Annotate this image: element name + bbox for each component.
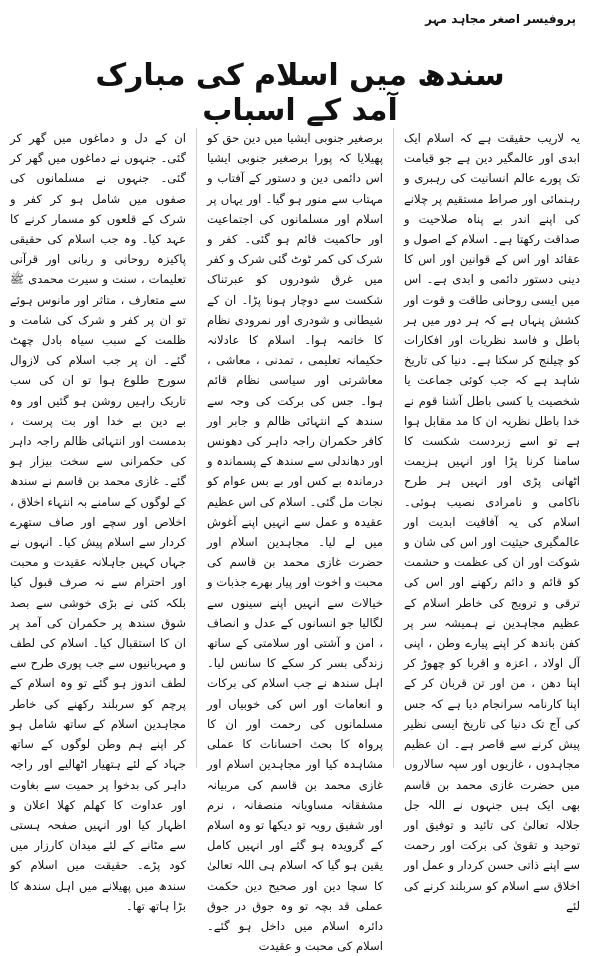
author-byline: پروفیسر اصغر مجاہد مہر xyxy=(425,12,576,26)
column-text: برصغیر جنوبی ایشیا میں دین حق کو پھیلایا کہ پورا برصغیر جنوبی ایشیا اس دائمی دین و دستور کے آفتاب و مہتاب سے منور ہو گیا۔ اور یہاں پر اسلام اور مسلمانوں کی اجتماعیت اور حاکمیت قائم ہو گئی۔ کفر و شرک کی کمر ٹوٹ گئی شرک و کفر میں غرق شودروں کو عبرتناک شکست سے دوچار ہونا پڑا۔ ان کے شیطانی و شودری اور نمرودی نظام کا خاتمہ ہوا۔ اسلام کا عادلانہ حکیمانہ تعلیمی ، تمدنی ، معاشی ، معاشرتی اور سیاسی نظام قائم ہوا۔ جس کی برکت کی وجہ سے سندھ کے انتہائی ظالم و جابر اور کافر حکمران راجہ داہر کی دھونس اور دھاندلی سے سندھ کے پسماندہ و درماندہ بے کس اور بے بس عوام کو نجات مل گئی۔ اسلام کی اس عظیم عقیدہ و عمل سے انہیں اپنے آغوش میں لے لیا۔ مجاہدین اسلام اور حضرت غازی محمد بن قاسم کی محبت و اخوت اور پیار بھرے جذبات و خیالات سے انہیں اپنے سینوں سے لگالیا جو انسانوں کے عدل و انصاف ، امن و آشتی اور سلامتی کے ساتھ زندگی بسر کر سکے کا سانس لیا۔ اہل سندھ نے جب اسلام کی برکات و انعامات اور اس کی خوبیاں اور مسلمانوں کی رحمت اور ان کا پرواہ کا بحث احسانات کا عملی مشاہدہ کیا اور مجاہدین اسلام اور غازی محمد بن قاسم کی مربیانہ مشفقانہ مساویانہ منصفانہ ، نرم اور شفیق رویہ تو دیکھا تو وہ اسلام کے گرویدہ ہو گئے اور انہیں کامل یقین ہو گیا کہ اسلام ہی اللہ تعالیٰ کا سچا دین اور صحیح دین حکمت عملی قد بچہ تو وہ جوق در جوق دائرہ اسلام میں داخل ہو گئے۔ اسلام کی محبت و عقیدت xyxy=(207,131,383,954)
article-column-left xyxy=(10,128,186,913)
column-text: یہ لاریب حقیقت ہے کہ اسلام ایک ابدی اور عالمگیر دین ہے جو قیامت تک پورے عالم انسانیت کی رہبری و رہنمائی اور صراط مستقیم پر چلانے کی اپنے اندر بے پناہ صلاحیت و صداقت رکھتا ہے۔ اسلام کے اصول و عقائد اور اس کے قوانین اور اس کا دینی دستور دائمی و ابدی ہے۔ اس میں ایسی روحانی طاقت و قوت اور کشش پنہاں ہے کہ ہر دور میں ہر باطل و فاسد نظریات اور افکارات کو چیلنج کر سکتا ہے۔ دنیا کی تاریخ شاہد ہے کہ جب کوئی جماعت یا شخصیت یا کسی باطل آشنا قوم نے خدا باطل نظریہ ان کا مد مقابل ہوا ہے تو اسے زبردست شکست کا سامنا کرنا پڑا اور انہیں ہزیمت اٹھانی پڑی اور انہیں ہر طرح ناکامی و نامرادی نصیب ہوئی۔ اسلام کی یہ آفاقیت ابدیت اور عالمگیری حیثیت اور اس کی شان و شوکت اور ان کی عظمت و حشمت کو قائم و دائم رکھنے اور اس کی ترقی و ترویج کی خاطر اسلام کے عظیم مجاہدین نے ہمیشہ سر پر کفن باندھ کر اپنے پیارے وطن ، اپنی آل اولاد ، اعزہ و اقربا کو چھوڑ کر اپنا دھن ، من اور تن قربان کر کے اپنا کارنامہ سرانجام دیا ہے کہ جس کی آج تک دنیا کی تاریخ ایسی نظیر پیش کرنے سے قاصر ہے۔ ان عظیم مجاہدوں ، غازیوں اور سپہ سالاروں میں حضرت غازی محمد بن قاسم بھی ایک ہیں جنہوں نے اللہ جل جلالہ تعالیٰ کی تائید و توفیق اور توحید و تقویٰ کی برکت اور رحمت سے اپنے ذاتی حسن کردار و عمل اور اخلاق سے اسلام کو سربلند کرنے کی لئے xyxy=(404,131,580,913)
column-divider xyxy=(393,128,394,768)
article-body xyxy=(10,128,580,954)
article-title: سندھ میں اسلام کی مبارک آمد کے اسباب xyxy=(95,58,505,128)
article-column-middle xyxy=(207,128,383,954)
column-text: ان کے دل و دماغوں میں گھر کر گئی۔ جنہوں نے دماغوں میں گھر کر گئی۔ جنہوں نے مسلمانوں کی صفوں میں شامل ہو کر کفر و شرک کے قلعوں کو مسمار کرنے کا عہد کیا۔ وہ جب اسلام کی حقیقی پاکیزہ روحانی و ربانی اور قرآنی تعلیمات ، سنت و سیرت محمدی ﷺ سے متعارف ، متاثر اور مانوس ہوئے تو ان پر کفر و شرک کی شامت و ظلمت کے سبب سیاہ بادل چھٹ گئے۔ ان پر جب اسلام کی لازوال سورج طلوع ہوا تو ان کی سب تاریک راہیں روشن ہو گئیں اور وہ بے دین بے خدا اور بت پرست ، بدمست اور انتہائی ظالم راجہ داہر کی حکمرانی سے سخت بیزار ہو گئے۔ غازی محمد بن قاسم نے سندھ کے لوگوں کے سامنے بہ انتہاء اخلاق ، اخلاص اور سچے اور صاف ستھرے کردار سے اسلام پیش کیا۔ انہوں نے جہاں کہیں جاہلانہ عقیدت و محبت اور احترام سے نہ صرف قبول کیا بلکہ کئی نے بڑی خوشی سے بصد شوق سندھ پر حکمران کی آمد پر ان کا استقبال کیا۔ اسلام کی لطف و مہربانیوں سے جب پوری طرح سے لطف اندوز ہو گئے تو وہ اسلام کے پرچم کو سربلند رکھنے کی خاطر مجاہدین اسلام کے ساتھ شامل ہو کر اپنے ہم وطن لوگوں کے ساتھ جہاد کے لئے ہتھیار اٹھالیے اور راجہ داہر کی بدخوا پر حمیت سے بغاوت اور عداوت کا کھلم کھلا اعلان و اظہار کیا اور انہیں صفحہ ہستی سے مٹانے کے لئے میدان کارزار میں کود پڑے۔ حقیقت میں اسلام کو سندھ میں پھیلانے میں اہل سندھ کا بڑا ہاتھ تھا۔ xyxy=(10,131,186,913)
column-divider xyxy=(196,128,197,768)
article-column-right xyxy=(404,128,580,913)
